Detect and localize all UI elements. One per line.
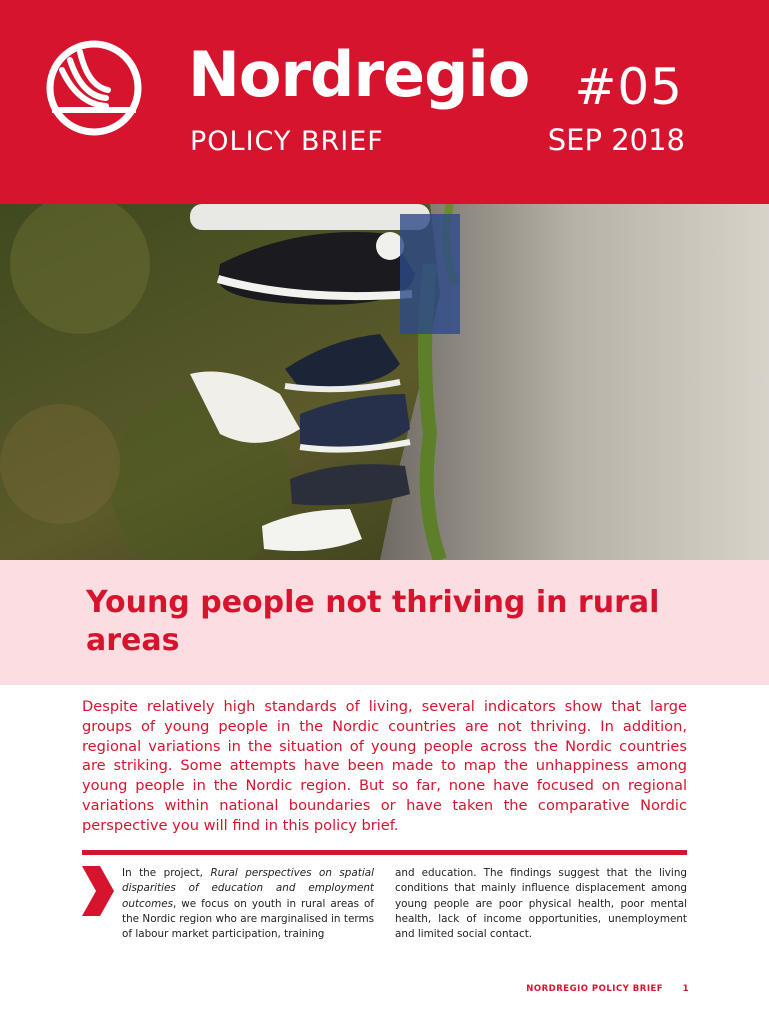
- project-title: Rural perspectives on spatial disparities of education and employment outcomes: [122, 867, 374, 910]
- page-footer: [0, 984, 689, 994]
- footer-label: NORDREGIO POLICY BRIEF: [526, 984, 664, 994]
- brand-name: Nordregio: [188, 38, 530, 111]
- page-title: Young people not thriving in rural areas: [86, 585, 660, 658]
- intro-text-start: In the project,: [122, 867, 211, 879]
- header-band: [0, 0, 769, 204]
- intro-text-end: , we focus on youth in rural areas of the Nordic region who are marginalised in terms of labour market participation, training: [122, 897, 374, 941]
- issue-number: #05: [574, 58, 683, 116]
- intro-column-left: [82, 866, 374, 942]
- publication-date: SEP 2018: [547, 123, 685, 157]
- sneakers-photo-icon: [0, 204, 769, 560]
- cover-photo: [0, 204, 769, 560]
- section-divider: [82, 850, 687, 855]
- page-number: 1: [682, 984, 689, 994]
- publication-type: POLICY BRIEF: [190, 126, 384, 157]
- lead-paragraph: Despite relatively high standards of living, several indicators show that large groups of young people in the Nordic countries are not thriving. In addition, regional variations in the situation of young people across the Nordic countries are striking. Some attempts have been made to map the unhappiness among young people in the Nordic region. But so far, none have focused on regional variations within national boundaries or have taken the comparative Nordic perspective you will find in this policy brief.: [82, 698, 687, 834]
- intro-column-right: and education. The findings suggest that the living conditions that mainly influence displacement among young people are poor physical health, poor mental health, lack of income opportunities, unemployment and limited social contact.: [395, 867, 687, 941]
- nordregio-logo-icon: [44, 38, 144, 138]
